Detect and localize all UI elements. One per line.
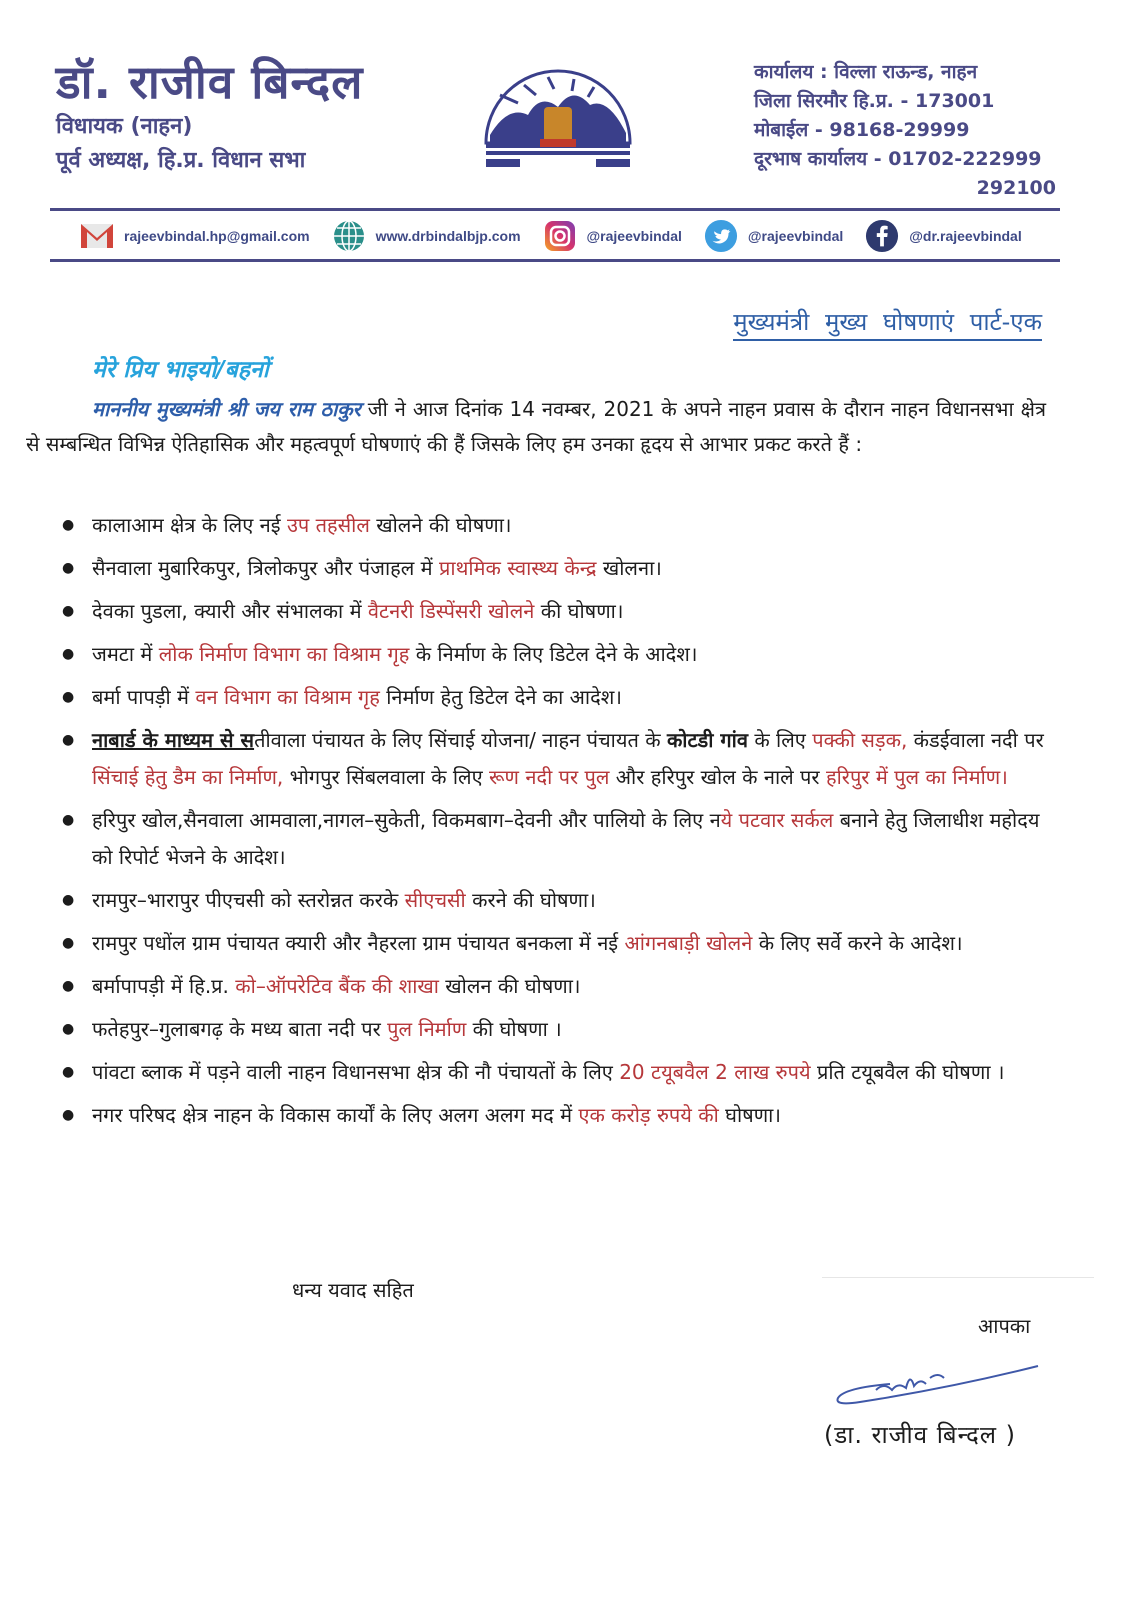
- list-item: ● कालाआम क्षेत्र के लिए नई उप तहसील खोलने की घोषणा।: [56, 507, 1046, 544]
- divider: [50, 208, 1060, 211]
- twitter-icon: [704, 219, 738, 253]
- list-item: ● फतेहपुर–गुलाबगढ़ के मध्य बाता नदी पर पुल निर्माण की घोषणा ।: [56, 1011, 1046, 1048]
- document-title: मुख्यमंत्री मुख्य घोषणाएं पार्ट-एक: [733, 305, 1042, 341]
- signature-icon: [830, 1358, 1042, 1416]
- facebook-icon: [865, 219, 899, 253]
- list-item: ● जमटा में लोक निर्माण विभाग का विश्राम गृह के निर्माण के लिए डिटेल देने के आदेश।: [56, 636, 1046, 673]
- signatory-name: (डा. राजीव बिन्दल ): [824, 1421, 1017, 1449]
- list-item: ● रामपुर पधोंल ग्राम पंचायत क्यारी और नैहरला ग्राम पंचायत बनकला में नई आंगनबाड़ी खोलने के लिए सर्वे करने के आदेश।: [56, 925, 1046, 962]
- himachal-govt-emblem-icon: [478, 55, 638, 173]
- social-bar: [80, 218, 1060, 254]
- gmail-icon: [80, 219, 114, 253]
- divider: [822, 1277, 1094, 1278]
- social-website[interactable]: www.drbindalbjp.com: [332, 219, 521, 253]
- list-item: ● नाबार्ड के माध्यम से सतीवाला पंचायत के लिए सिंचाई योजना/ नाहन पंचायत के कोटडी गांव के लिए पक्की सड़क, कंडईवाला नदी पर सिंचाई हेतु डैम का निर्माण, भोगपुर सिंबलवाला के लिए रूण नदी पर पुल और हरिपुर खोल के नाले पर हरिपुर में पुल का निर्माण।: [56, 722, 1046, 796]
- letterhead-address: [754, 58, 1056, 203]
- honoree-name: माननीय मुख्यमंत्री श्री जय राम ठाकुर: [92, 397, 361, 421]
- office-phone: दूरभाष कार्यालय - 01702-222999: [754, 148, 1042, 170]
- social-twitter[interactable]: @rajeevbindal: [704, 219, 843, 253]
- sender-former-post: पूर्व अध्यक्ष, हि.प्र. विधान सभा: [56, 148, 306, 173]
- greeting: मेरे प्रिय भाइयो/बहनों: [92, 357, 269, 383]
- list-item: ● देवका पुडला, क्यारी और संभालका में वैटनरी डिस्पेंसरी खोलने की घोषणा।: [56, 593, 1046, 630]
- social-email[interactable]: rajeevbindal.hp@gmail.com: [80, 219, 310, 253]
- list-item: ● पांवटा ब्लाक में पड़ने वाली नाहन विधानसभा क्षेत्र की नौ पंचायतों के लिए 20 टयूबवैल 2 लाख रुपये प्रति टयूबवैल की घोषणा ।: [56, 1054, 1046, 1091]
- list-item: ● हरिपुर खोल,सैनवाला आमवाला,नागल–सुकेती, विकमबाग–देवनी और पालियो के लिए नये पटवार सर्कल बनाने हेतु जिलाधीश महोदय को रिपोर्ट भेजने के आदेश।: [56, 802, 1046, 876]
- announcement-list: [56, 507, 1046, 1140]
- list-item: ● रामपुर–भारापुर पीएचसी को स्तरोन्नत करके सीएचसी करने की घोषणा।: [56, 882, 1046, 919]
- closing-yours: आपका: [978, 1314, 1031, 1338]
- divider: [50, 259, 1060, 262]
- list-item: ● बर्मापापड़ी में हि.प्र. को–ऑपरेटिव बैंक की शाखा खोलन की घोषणा।: [56, 968, 1046, 1005]
- closing-thanks: धन्य यवाद सहित: [292, 1278, 414, 1302]
- office-phone-2: 292100: [976, 177, 1056, 199]
- letterhead-left: [56, 54, 363, 178]
- sender-designation: विधायक (नाहन): [56, 114, 193, 139]
- sender-name: डॉ. राजीव बिन्दल: [56, 55, 364, 109]
- social-instagram[interactable]: @rajeevbindal: [543, 219, 682, 253]
- office-address: कार्यालय : विल्ला राऊन्ड, नाहन: [754, 61, 978, 83]
- instagram-icon: [543, 219, 577, 253]
- district-pin: जिला सिरमौर हि.प्र. - 173001: [754, 90, 995, 112]
- intro-text: जी ने आज दिनांक 14 नवम्बर, 2021 के अपने नाहन प्रवास के दौरान नाहन विधानसभा क्षेत्र से सम्बन्धित विभिन्न ऐतिहासिक और महत्वपूर्ण घोषणाएं की हैं जिसके लिए हम उनका हृदय से आभार प्रकट करते हैं :: [26, 397, 1046, 456]
- mobile-number: मोबाईल - 98168-29999: [754, 119, 970, 141]
- social-facebook[interactable]: @dr.rajeevbindal: [865, 219, 1021, 253]
- intro-paragraph: [26, 392, 1046, 462]
- globe-icon: [332, 219, 366, 253]
- list-item: ● नगर परिषद क्षेत्र नाहन के विकास कार्यों के लिए अलग अलग मद में एक करोड़ रुपये की घोषणा।: [56, 1097, 1046, 1134]
- list-item: ● सैनवाला मुबारिकपुर, त्रिलोकपुर और पंजाहल में प्राथमिक स्वास्थ्य केन्द्र खोलना।: [56, 550, 1046, 587]
- list-item: ● बर्मा पापड़ी में वन विभाग का विश्राम गृह निर्माण हेतु डिटेल देने का आदेश।: [56, 679, 1046, 716]
